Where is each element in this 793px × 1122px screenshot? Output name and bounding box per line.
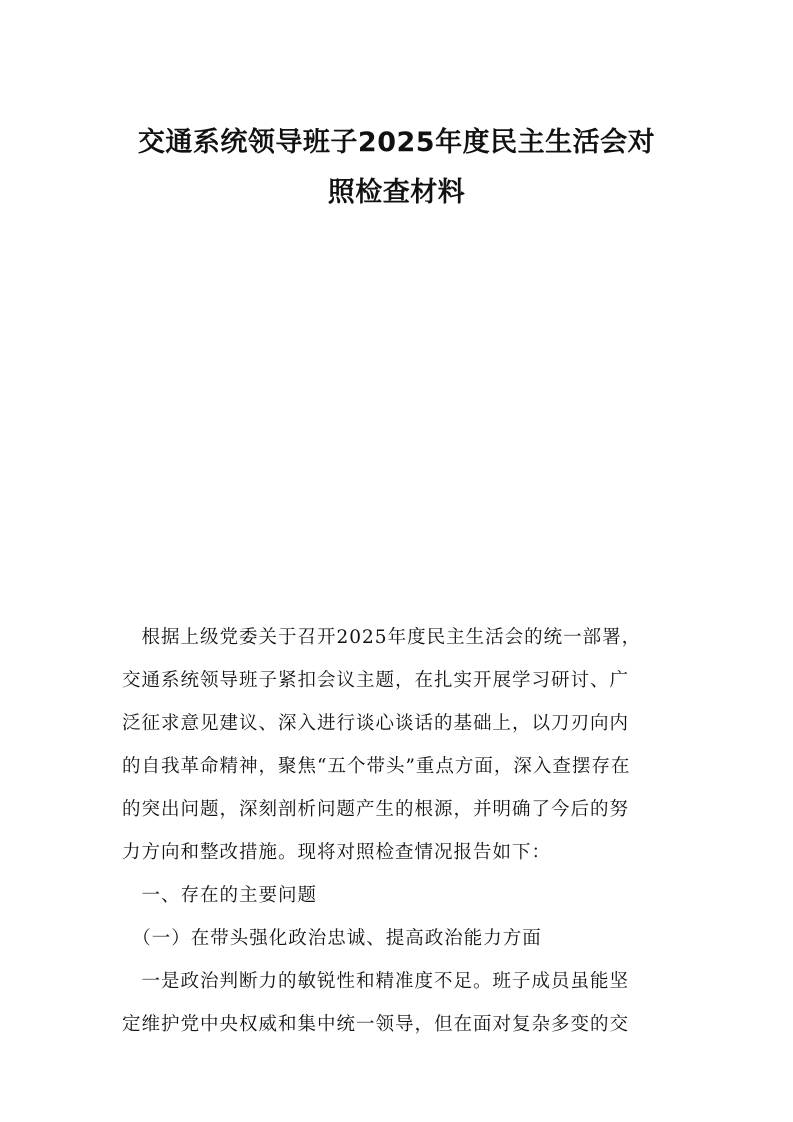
body-line-5: 的突出问题，深刻剖析问题产生的根源，并明确了今后的努 <box>122 799 630 820</box>
section-heading: 一、存在的主要问题 <box>122 885 318 906</box>
document-title-line-2: 照检查材料 <box>327 177 466 208</box>
body-line-1: 根据上级党委关于召开2025年度民主生活会的统一部署， <box>122 627 642 648</box>
body-line-6: 力方向和整改措施。现将对照检查情况报告如下： <box>122 842 552 863</box>
subsection-heading: （一）在带头强化政治忠诚、提高政治能力方面 <box>122 928 542 949</box>
document-title-line-1: 交通系统领导班子2025年度民主生活会对 <box>137 127 656 158</box>
body-line-9: 一是政治判断力的敏锐性和精准度不足。班子成员虽能坚 <box>122 971 630 992</box>
body-line-4: 的自我革命精神，聚焦“五个带头”重点方面，深入查摆存在 <box>122 756 631 777</box>
body-line-2: 交通系统领导班子紧扣会议主题，在扎实开展学习研讨、广 <box>122 670 630 691</box>
body-line-3: 泛征求意见建议、深入进行谈心谈话的基础上，以刀刃向内 <box>122 713 630 734</box>
body-line-10: 定维护党中央权威和集中统一领导，但在面对复杂多变的交 <box>122 1014 630 1035</box>
